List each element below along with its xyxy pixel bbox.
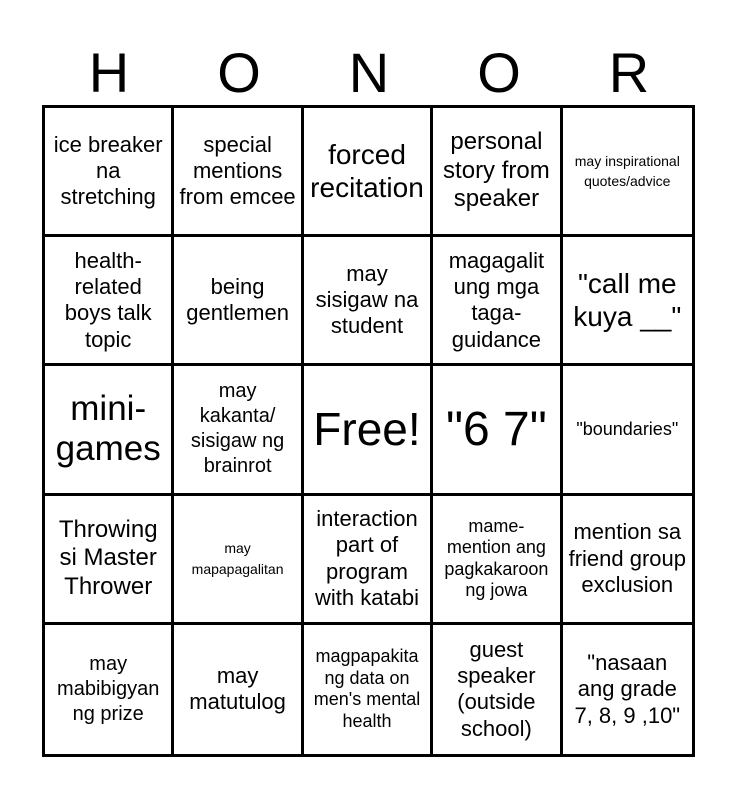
bingo-cell-r3-c2[interactable]: may kakanta/ sisigaw ng brainrot [174, 366, 303, 495]
bingo-cell-r1-c2[interactable]: special mentions from emcee [174, 108, 303, 237]
bingo-cell-r5-c3[interactable]: magpapakita ng data on men's mental health [304, 625, 433, 754]
bingo-cell-r1-c5[interactable]: may inspirational quotes/advice [563, 108, 692, 237]
header-letter-h: H [88, 41, 130, 104]
bingo-cell-r2-c3[interactable]: may sisigaw na student [304, 237, 433, 366]
bingo-cell-r3-c1[interactable]: mini-games [45, 366, 174, 495]
header-letter-o-2: O [477, 41, 521, 104]
bingo-cell-r4-c1[interactable]: Throwing si Master Thrower [45, 496, 174, 625]
bingo-cell-r4-c5[interactable]: mention sa friend group exclusion [563, 496, 692, 625]
bingo-cell-r5-c5[interactable]: "nasaan ang grade 7, 8, 9 ,10" [574, 649, 681, 728]
bingo-cell-free-space[interactable]: Free! [304, 366, 433, 495]
bingo-cell-r3-c4[interactable]: "6 7" [433, 366, 562, 495]
bingo-cell-r2-c5[interactable]: "call me kuya __" [563, 237, 692, 366]
bingo-cell-r1-c3[interactable]: forced recitation [304, 108, 433, 237]
bingo-cell-r4-c2[interactable]: may mapapagalitan [174, 496, 303, 625]
bingo-cell-r4-c4[interactable]: mame-mention ang pagkakaroon ng jowa [433, 496, 562, 625]
header-letter-o: O [217, 41, 261, 104]
bingo-cell-r1-c4[interactable]: personal story from speaker [433, 108, 562, 237]
header-letter-n: N [348, 41, 390, 104]
header-letter-r: R [608, 41, 650, 104]
bingo-board [42, 105, 695, 757]
bingo-cell-r3-c5[interactable]: "boundaries" [563, 366, 692, 495]
bingo-cell-r1-c1[interactable]: ice breaker na stretching [45, 108, 174, 237]
bingo-header [44, 40, 694, 106]
bingo-cell-r5-c4[interactable]: guest speaker (outside school) [433, 625, 562, 754]
bingo-cell-r2-c4[interactable]: magagalit ung mga taga-guidance [433, 237, 562, 366]
bingo-cell-r2-c2[interactable]: being gentlemen [174, 237, 303, 366]
bingo-cell-r4-c3[interactable]: interaction part of program with katabi [304, 496, 433, 625]
bingo-cell-r2-c1[interactable]: health-related boys talk topic [45, 237, 174, 366]
bingo-cell-r5-c2[interactable]: may matutulog [174, 625, 303, 754]
bingo-cell-r5-c1[interactable]: may mabibigyan ng prize [45, 625, 174, 754]
